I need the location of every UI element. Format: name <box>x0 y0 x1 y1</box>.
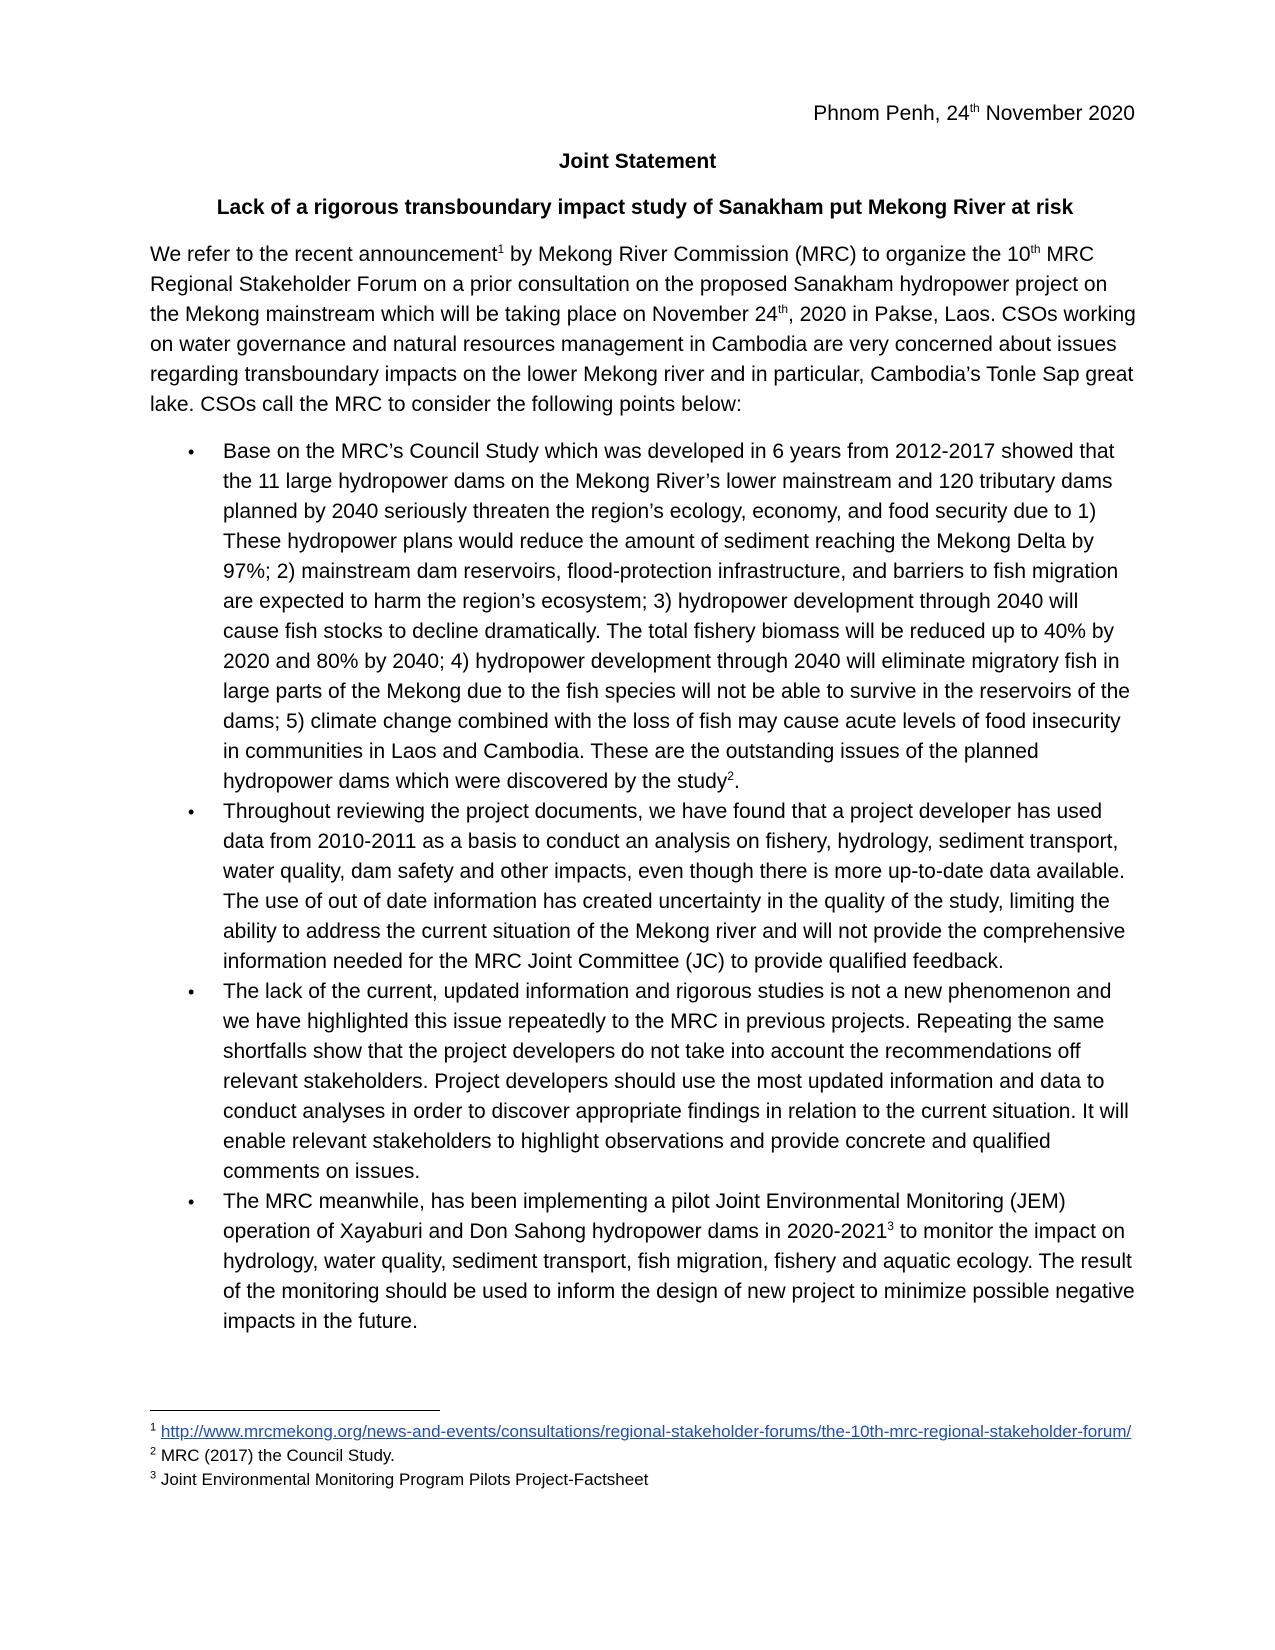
bullet-list <box>150 437 1140 1337</box>
bullet-item <box>150 977 1140 1187</box>
date-suffix: November 2020 <box>979 102 1135 125</box>
intro-superscript-th-2: th <box>777 302 788 316</box>
footnote-divider <box>150 1410 440 1411</box>
date-prefix: Phnom Penh, 24 <box>813 102 970 125</box>
bullet-tail: to monitor the impact on hydrology, water quality, sediment transport, fish migration, fishery and aquatic ecology. The result of the monitoring should be used to inform the design of new project to minimize possible negative impacts in the future. <box>223 1220 1135 1333</box>
bullet-item <box>150 797 1140 977</box>
footnote-1 <box>150 1420 1140 1444</box>
footnote-ref-2[interactable]: 2 <box>727 769 734 783</box>
intro-superscript-th: th <box>1030 242 1041 256</box>
document-subtitle: Lack of a rigorous transboundary impact study of Sanakham put Mekong River at risk <box>216 196 1074 219</box>
bullet-text: Base on the MRC’s Council Study which was developed in 6 years from 2012-2017 showed that the 11 large hydropower dams on the Mekong River’s lower mainstream and 120 tributary dams planned by 2040 seriously threaten the region’s ecology, economy, and food security due to 1) These hydropower plans would reduce the amount of sediment reaching the Mekong Delta by 97%; 2) mainstream dam reservoirs, flood-protection infrastructure, and barriers to fish migration are expected to harm the region’s ecosystem; 3) hydropower development through 2040 will cause fish stocks to decline dramatically. The total fishery biomass will be reduced up to 40% by 2020 and 80% by 2040; 4) hydropower development through 2040 will eliminate migratory fish in large parts of the Mekong due to the fish species will not be able to survive in the reservoirs of the dams; 5) climate change combined with the loss of fish may cause acute levels of food insecurity in communities in Laos and Cambodia. These are the outstanding issues of the planned hydropower dams which were discovered by the study <box>223 440 1130 793</box>
bullet-icon: • <box>188 982 195 1002</box>
footnote-number: 2 <box>150 1445 157 1458</box>
date-line <box>813 100 1135 128</box>
bullet-item <box>150 437 1140 797</box>
bullet-text: Throughout reviewing the project documents, we have found that a project developer has used data from 2010-2011 as a basis to conduct an analysis on fishery, hydrology, sediment transport, water quality, dam safety and other impacts, even though there is more up-to-date data available. The use of out of date information has created uncertainty in the quality of the study, limiting the ability to address the current situation of the Mekong river and will not provide the comprehensive information needed for the MRC Joint Committee (JC) to provide qualified feedback. <box>223 800 1126 973</box>
date-superscript: th <box>969 101 980 115</box>
intro-paragraph <box>150 240 1140 420</box>
footnote-number: 3 <box>150 1469 157 1482</box>
intro-text-4: , 2020 in Pakse, Laos. CSOs working on water governance and natural resources management in Cambodia are very concerned about issues regarding transboundary impacts on the lower Mekong river and in particular, Cambodia’s Tonle Sap great lake. CSOs call the MRC to consider the following points below: <box>150 303 1136 416</box>
footnote-number: 1 <box>150 1421 157 1434</box>
footnote-3 <box>150 1468 1140 1492</box>
footnote-text: MRC (2017) the Council Study. <box>156 1446 395 1465</box>
document-title: Joint Statement <box>558 150 717 173</box>
bullet-text: The lack of the current, updated information and rigorous studies is not a new phenomenon and we have highlighted this issue repeatedly to the MRC in previous projects. Repeating the same shortfalls show that the project developers do not take into account the recommendations off relevant stakeholders. Project developers should use the most updated information and data to conduct analyses in order to discover appropriate findings in relation to the current situation. It will enable relevant stakeholders to highlight observations and provide concrete and qualified comments on issues. <box>223 980 1129 1183</box>
bullet-icon: • <box>188 802 195 822</box>
footnote-text: Joint Environmental Monitoring Program Pilots Project-Factsheet <box>156 1470 649 1489</box>
bullet-tail: . <box>733 770 740 793</box>
intro-text-2: by Mekong River Commission (MRC) to organize the 10 <box>504 243 1031 266</box>
bullet-icon: • <box>188 1192 195 1212</box>
intro-text-1: We refer to the recent announcement <box>150 243 498 266</box>
intro-text-3: MRC Regional Stakeholder Forum on a prior consultation on the proposed Sanakham hydropower project on the Mekong mainstream which will be taking place on November 24 <box>150 243 1108 326</box>
footnotes <box>150 1420 1140 1492</box>
footnote-ref-1[interactable]: 1 <box>497 242 505 256</box>
bullet-text: The MRC meanwhile, has been implementing a pilot Joint Environmental Monitoring (JEM) operation of Xayaburi and Don Sahong hydropower dams in 2020-2021 <box>223 1190 1066 1243</box>
bullet-icon: • <box>188 442 195 462</box>
footnote-2 <box>150 1444 1140 1468</box>
bullet-item <box>150 1187 1140 1337</box>
footnote-ref-3[interactable]: 3 <box>887 1219 894 1233</box>
footnote-link[interactable]: http://www.mrcmekong.org/news-and-events/consultations/regional-stakeholder-forums/the-10th-mrc-regional-stakeholder-forum/ <box>160 1422 1132 1441</box>
